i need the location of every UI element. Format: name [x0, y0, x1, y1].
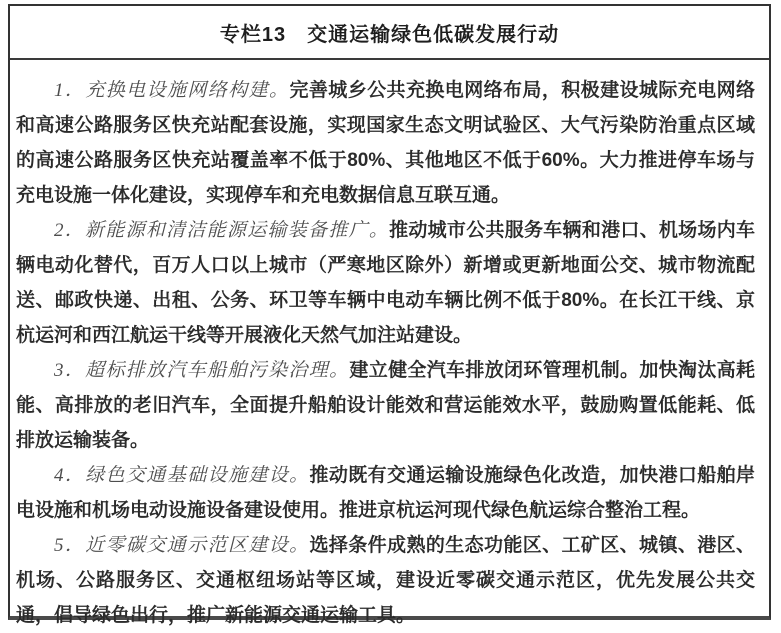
- action-item-1: [16, 73, 755, 213]
- action-item-3: [16, 353, 755, 458]
- action-item-2-heading: 2．新能源和清洁能源运输装备推广。: [54, 220, 390, 241]
- column-body: [10, 60, 769, 633]
- action-item-4: [16, 458, 755, 528]
- action-item-3-text: 建立健全汽车排放闭环管理机制。加快淘汰高耗能、高排放的老旧汽车，全面提升船舶设计能效和营运能效水平，鼓励购置低能耗、低排放运输装备。: [16, 360, 755, 451]
- action-item-1-text: 完善城乡公共充换电网络布局，积极建设城际充电网络和高速公路服务区快充站配套设施，实现国家生态文明试验区、大气污染防治重点区域的高速公路服务区快充站覆盖率不低于80%、其他地区不低于60%。大力推进停车场与充电设施一体化建设，实现停车和充电数据信息互联互通。: [16, 80, 755, 206]
- action-item-5-heading: 5．近零碳交通示范区建设。: [54, 535, 310, 556]
- action-item-4-heading: 4．绿色交通基础设施建设。: [54, 465, 310, 486]
- column-title: [10, 6, 769, 60]
- action-item-5: [16, 528, 755, 633]
- action-item-2-text: 推动城市公共服务车辆和港口、机场场内车辆电动化替代，百万人口以上城市（严寒地区除外）新增或更新地面公交、城市物流配送、邮政快递、出租、公务、环卫等车辆中电动车辆比例不低于80%。在长江干线、京杭运河和西江航运干线等开展液化天然气加注站建设。: [16, 220, 755, 346]
- action-item-3-heading: 3．超标排放汽车船舶污染治理。: [54, 360, 350, 381]
- action-item-4-text: 推动既有交通运输设施绿色化改造，加快港口船舶岸电设施和机场电动设施设备建设使用。推进京杭运河现代绿色航运综合整治工程。: [16, 465, 755, 521]
- column-box: [8, 4, 771, 626]
- action-item-5-text: 选择条件成熟的生态功能区、工矿区、城镇、港区、机场、公路服务区、交通枢纽场站等区域，建设近零碳交通示范区，优先发展公共交通，倡导绿色出行，推广新能源交通运输工具。: [16, 535, 755, 626]
- action-item-2: [16, 213, 755, 353]
- column-title-text: 专栏13 交通运输绿色低碳发展行动: [219, 23, 560, 46]
- action-item-1-heading: 1．充换电设施网络构建。: [54, 80, 290, 101]
